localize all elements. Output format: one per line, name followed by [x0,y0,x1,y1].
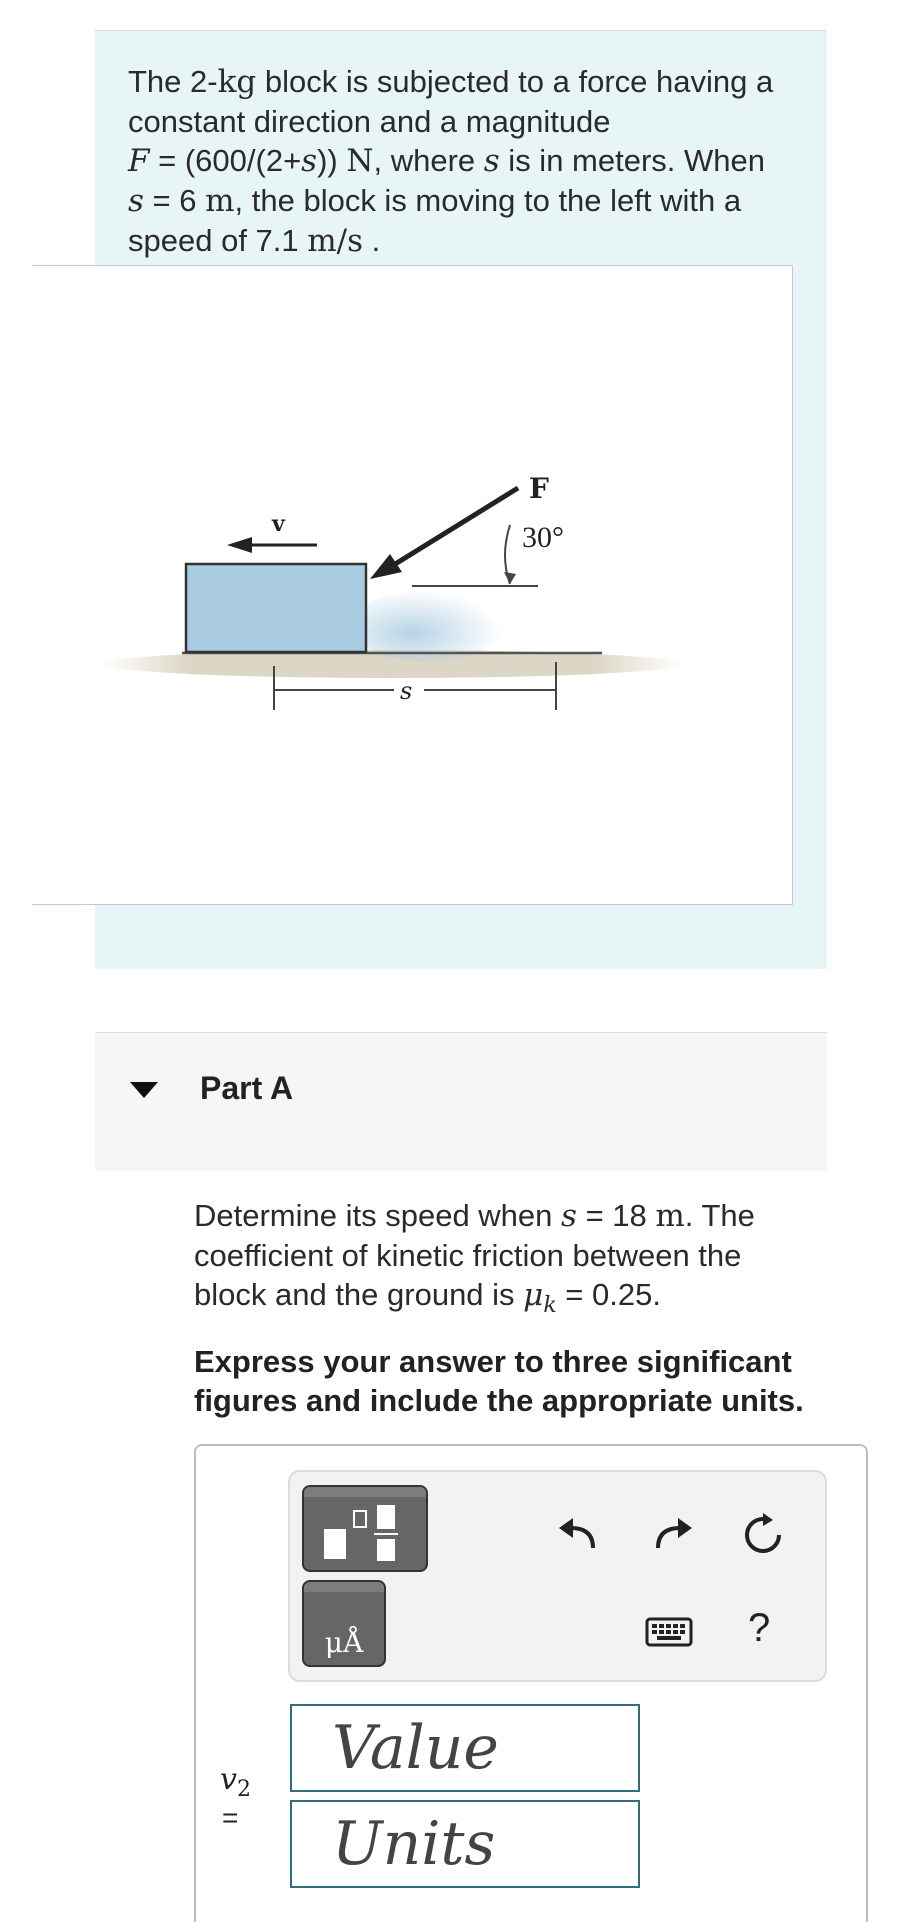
problem-statement: The 2-kg block is subjected to a force having a constant direction and a magnitude F = (600/(2+s)) N, where s is in meters. When s = 6 m, the block is moving to the left with a speed of 7.1 m/s . [128,64,774,259]
angle-arc-head [504,572,516,584]
force-label: F [529,472,549,505]
force-arrowhead [370,554,402,579]
keyboard-icon[interactable] [645,1617,693,1647]
part-a-question: Determine its speed when s = 18 m. The coefficient of kinetic friction between the block and the ground is $\mu_k = 0.25$. [194,1198,755,1319]
answer-instruction: Express your answer to three significant figures and include the appropriate units. [194,1344,804,1418]
velocity-arrowhead [227,537,252,553]
velocity-label: v [272,511,285,537]
templates-button[interactable] [302,1485,428,1572]
reset-icon[interactable] [740,1512,786,1558]
answer-variable: $v_2$ [220,1762,251,1802]
redo-icon[interactable] [652,1512,696,1556]
block [186,564,366,652]
block-diagram [32,266,792,904]
force-arrow [392,488,518,566]
templates-icon [304,1487,426,1570]
part-a-title[interactable]: Part A [200,1070,294,1106]
force-glow [352,590,502,662]
equals-sign: = [222,1802,239,1833]
distance-label: s [400,677,413,705]
collapse-caret-icon[interactable] [130,1082,158,1098]
undo-icon[interactable] [555,1512,599,1556]
units-button[interactable] [302,1580,386,1667]
figure-box [32,265,793,905]
units-input[interactable] [290,1800,640,1888]
angle-label: 30° [522,521,564,554]
help-icon[interactable]: ? [748,1606,771,1650]
value-input[interactable] [290,1704,640,1792]
units-icon: μÅ [324,1626,364,1659]
